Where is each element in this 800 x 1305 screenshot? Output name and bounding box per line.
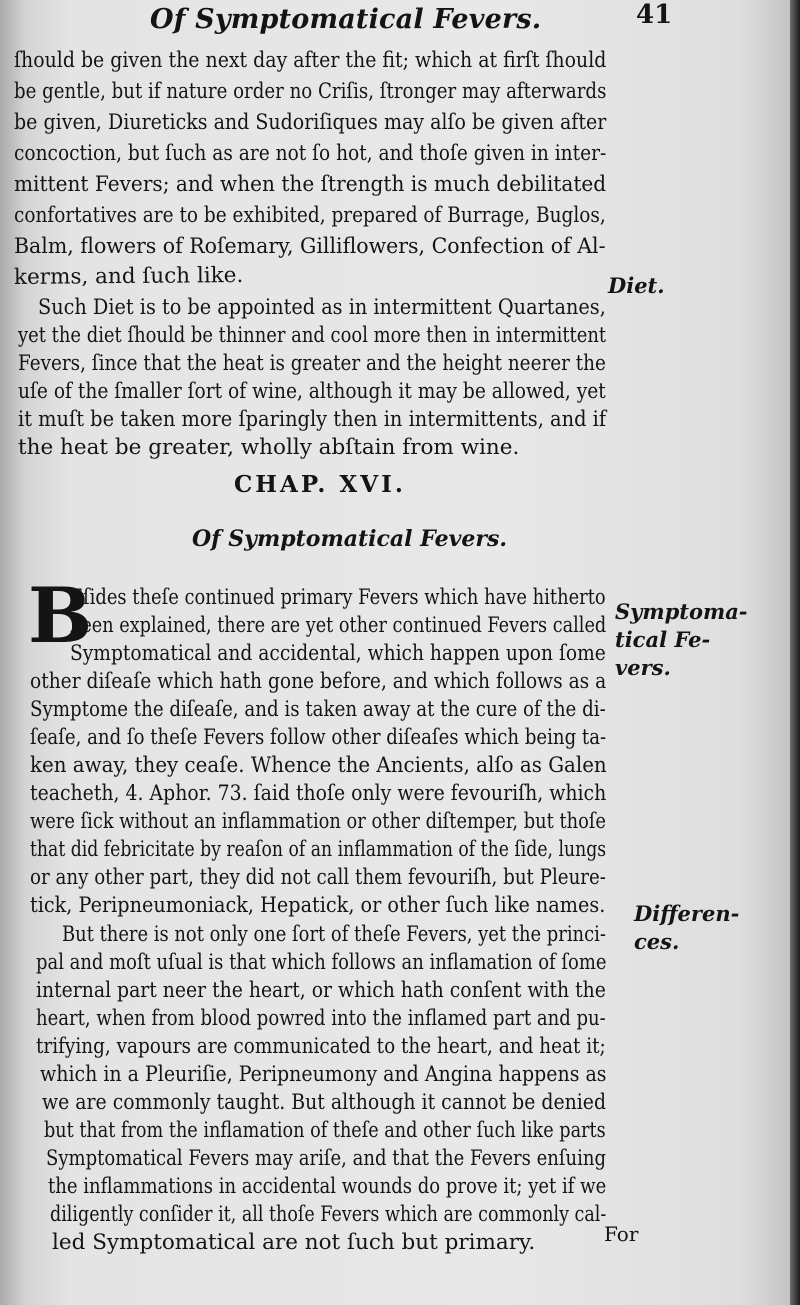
- drop-cap: B: [28, 571, 93, 660]
- text-line: Fevers, ſince that the heat is greater and the height neerer the: [18, 351, 606, 376]
- text-line: which in a Pleuriſie, Peripneumony and Angina happens as: [40, 1062, 607, 1087]
- text-line: diligently conſider it, all thoſe Fevers which are commonly cal-: [50, 1202, 607, 1227]
- running-head: Of Symptomatical Fevers.: [150, 4, 542, 35]
- text-line: Symptomatical Fevers may ariſe, and that the Fevers enſuing: [46, 1146, 607, 1171]
- text-line: teacheth, 4. Aphor. 73. ſaid thoſe only were fevouriſh, which: [30, 781, 607, 806]
- chapter-subheading: Of Symptomatical Fevers.: [192, 526, 508, 552]
- text-line: ſhould be given the next day after the fit; which at firſt ſhould: [14, 48, 607, 73]
- page-edge-shadow: [790, 0, 800, 1305]
- margin-note-line: Symptoma-: [615, 599, 748, 624]
- text-line: we are commonly taught. But although it cannot be denied: [42, 1090, 607, 1115]
- margin-note-line: vers.: [615, 655, 671, 680]
- text-line: or any other part, they did not call them fevouriſh, but Pleure-: [30, 865, 606, 890]
- text-line: but that from the inflamation of theſe and other ſuch like parts: [44, 1118, 606, 1143]
- text-line: that did febricitate by reaſon of an inflammation of the ſide, lungs: [30, 837, 607, 862]
- margin-note-line: Differen-: [634, 901, 740, 926]
- text-line: tick, Peripneumoniack, Hepatick, or other ſuch like names.: [30, 893, 606, 918]
- text-line: be gentle, but if nature order no Criſis, ſtronger may afterwards: [14, 79, 607, 104]
- margin-note-line: tical Fe-: [615, 627, 711, 652]
- text-line: Such Diet is to be appointed as in intermittent Quartanes,: [38, 295, 606, 320]
- text-line: led Symptomatical are not ſuch but primary.: [52, 1230, 536, 1255]
- text-line: confortatives are to be exhibited, prepared of Burrage, Buglos,: [14, 203, 606, 228]
- text-line: be given, Diureticks and Sudoriſiques may alſo be given after: [14, 110, 607, 135]
- text-line: But there is not only one ſort of theſe Fevers, yet the princi-: [62, 922, 606, 947]
- text-line: yet the diet ſhould be thinner and cool more then in intermittent: [18, 323, 607, 348]
- text-line: ken away, they ceaſe. Whence the Ancients, alſo as Galen: [30, 753, 607, 778]
- text-line: pal and moſt uſual is that which follows an inflamation of ſome: [36, 950, 607, 975]
- text-line: heart, when from blood powred into the inflamed part and pu-: [36, 1006, 606, 1031]
- margin-note-line: ces.: [634, 929, 680, 954]
- text-line: Symptomatical and accidental, which happen upon ſome: [70, 641, 606, 666]
- text-line: uſe of the ſmaller ſort of wine, although it may be allowed, yet: [18, 379, 606, 404]
- text-line: internal part neer the heart, or which hath conſent with the: [36, 978, 606, 1003]
- margin-note-diet: Diet.: [608, 273, 665, 298]
- text-line: trifying, vapours are communicated to the heart, and heat it;: [36, 1034, 606, 1059]
- text-line: Balm, flowers of Roſemary, Gilliflowers, Confection of Al-: [14, 234, 606, 259]
- page-number: 41: [636, 0, 673, 30]
- text-line: the inflammations in accidental wounds do prove it; yet if we: [48, 1174, 607, 1199]
- text-line: Symptome the diſeaſe, and is taken away at the cure of the di-: [30, 697, 606, 722]
- margin-note-differences: [634, 900, 739, 956]
- margin-note-symptomatical: [615, 598, 748, 682]
- text-line: concoction, but ſuch as are not ſo hot, and thoſe given in inter-: [14, 141, 607, 166]
- text-line: kerms, and ſuch like.: [13, 262, 244, 290]
- text-line: ſeaſe, and ſo theſe Fevers follow other diſeaſes which being ta-: [30, 725, 607, 750]
- text-line: been explained, there are yet other continued Fevers called: [70, 613, 607, 638]
- text-line: the heat be greater, wholly abſtain from wine.: [18, 435, 520, 460]
- text-line: were ſick without an inflammation or other diſtemper, but thoſe: [30, 809, 606, 834]
- text-line: it muſt be taken more ſparingly then in intermittents, and if: [18, 407, 607, 432]
- chapter-heading: CHAP. XVI.: [234, 471, 406, 498]
- text-line: other diſeaſe which hath gone before, and which follows as a: [30, 669, 607, 694]
- text-line: Eſides theſe continued primary Fevers which have hitherto: [70, 585, 606, 610]
- text-line: mittent Fevers; and when the ſtrength is much debilitated: [14, 172, 607, 197]
- catchword: For: [604, 1222, 639, 1246]
